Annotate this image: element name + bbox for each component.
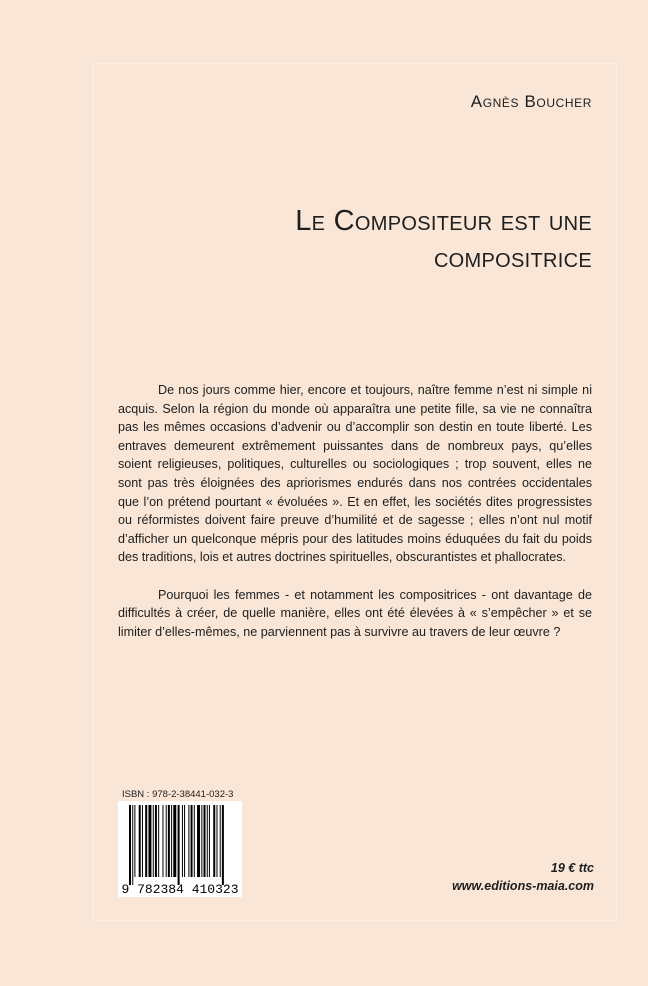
barcode-bar	[204, 805, 206, 877]
back-cover-blurb	[118, 381, 592, 641]
barcode-bar	[201, 805, 202, 877]
barcode-bar	[139, 805, 141, 877]
price: 19 € ttc	[550, 861, 594, 875]
barcode-bar	[162, 805, 163, 877]
barcode-bar	[129, 805, 131, 885]
barcode-bar	[191, 805, 193, 877]
barcode-bar	[188, 805, 189, 877]
publisher-website: www.editions-maia.com	[452, 879, 594, 893]
barcode	[118, 801, 242, 897]
barcode-bar	[158, 805, 159, 877]
barcode-bar	[178, 805, 180, 885]
barcode-bar	[194, 805, 195, 877]
barcode-bar	[155, 805, 157, 877]
barcode-bar	[197, 805, 200, 877]
barcode-bar	[166, 805, 167, 877]
barcode-bar	[182, 805, 183, 877]
barcode-digits: 9 782384 410323	[121, 882, 239, 897]
barcode-bar	[148, 805, 151, 877]
isbn-label: ISBN : 978-2-38441-032-3	[122, 789, 234, 800]
blurb-paragraph: Pourquoi les femmes - et notamment les compositrices - ont davantage de difficultés à créer, de quelle manière, elles ont été élevées à « s’empêcher » et se limiter d’elles-mêmes, ne parviennent pas à survivre au travers de leur œuvre ?	[118, 587, 592, 639]
barcode-bar	[213, 805, 215, 877]
barcode-bar	[142, 805, 143, 877]
barcode-bar	[216, 805, 217, 877]
barcode-bar	[209, 805, 210, 877]
barcode-bar	[153, 805, 154, 877]
author-name: Agnès Boucher	[470, 92, 592, 111]
barcode-bar	[145, 805, 147, 877]
barcode-graphic	[118, 801, 242, 897]
barcode-bar	[222, 805, 224, 885]
barcode-bar	[220, 805, 221, 877]
barcode-bar	[173, 805, 176, 877]
barcode-bar	[171, 805, 172, 877]
barcode-bar	[168, 805, 170, 877]
barcode-bar	[132, 805, 133, 885]
book-title: Le Compositeur est une compositrice	[295, 205, 592, 274]
barcode-bar	[184, 805, 185, 877]
barcode-bar	[207, 805, 208, 877]
blurb-paragraph: De nos jours comme hier, encore et toujours, naître femme n’est ni simple ni acquis. Selon la région du monde où apparaîtra une petite fille, sa vie ne connaîtra pas les mêmes occasions d’advenir ou d’accomplir son destin en toute liberté. Les entraves demeurent extrêmement puissantes dans de nombreux pays, qu’elles soient religieuses, politiques, culturelles ou sociologiques ; trop souvent, elles ne sont pas très éloignées des apriorismes endurés dans nos contrées occidentales que l’on prétend pourtant « évoluées ». Et en effet, les sociétés dites progressistes ou réformistes doivent faire preuve d’humilité et de sagesse ; elles n’ont nul motif d’afficher un quelconque mépris pour des latitudes moins éduquées du fait du poids des traditions, lois et autres doctrines spirituelles, obscurantistes et phallocrates.	[118, 383, 592, 565]
barcode-bar	[134, 805, 135, 877]
